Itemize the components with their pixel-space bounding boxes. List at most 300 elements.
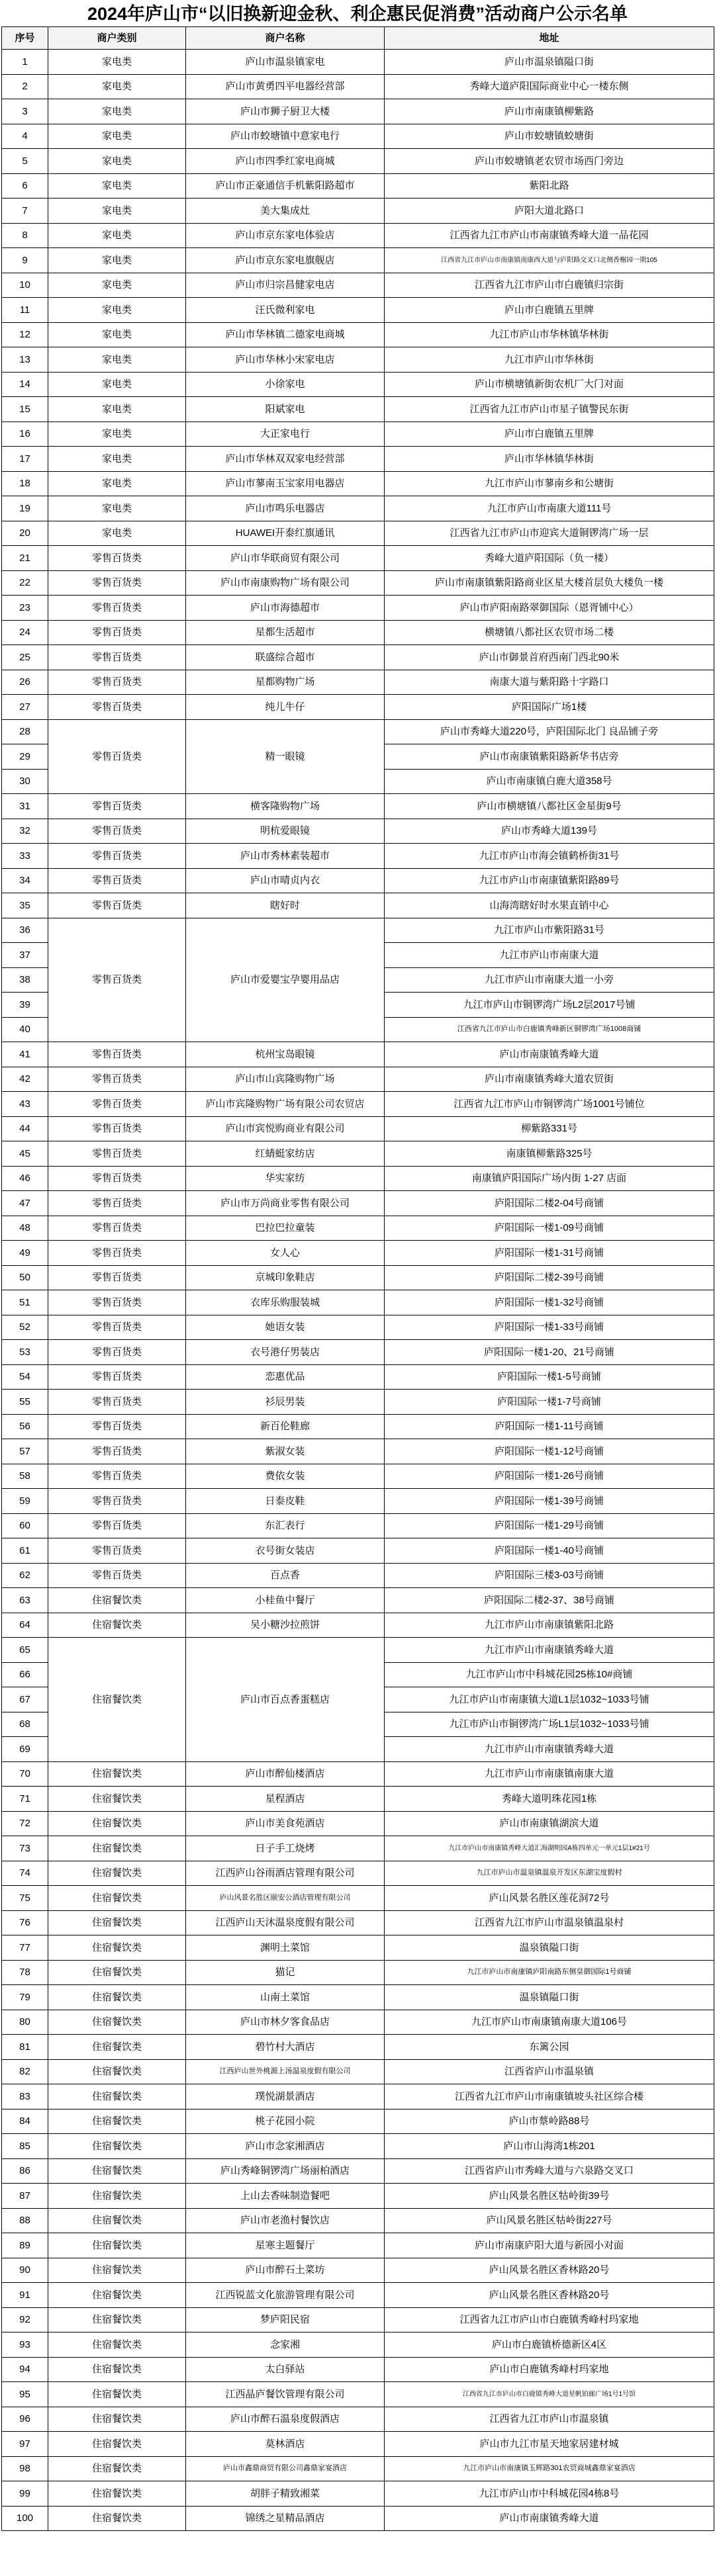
address-cell: 庐阳国际一楼1-7号商铺 bbox=[385, 1390, 714, 1415]
merchant-name-cell: 江西晶庐餐饮管理有限公司 bbox=[186, 2382, 385, 2407]
row-number-cell: 61 bbox=[2, 1538, 48, 1564]
address-cell: 九江市庐山市南康镇南康大道 bbox=[385, 1761, 714, 1787]
category-cell: 零售百货类 bbox=[48, 1290, 186, 1315]
address-cell: 九江市庐山市铜锣湾广场L1层1032~1033号铺 bbox=[385, 1712, 714, 1737]
table-row bbox=[2, 1216, 714, 1241]
address-cell: 江西省九江市庐山市白鹿镇秀峰新区铜锣湾广场1008商铺 bbox=[385, 1017, 714, 1042]
category-cell: 家电类 bbox=[48, 496, 186, 521]
row-number-cell: 12 bbox=[2, 322, 48, 347]
row-number-cell: 9 bbox=[2, 248, 48, 273]
table-row bbox=[2, 1315, 714, 1340]
address-cell: 江西省九江市庐山市白鹿镇秀峰村玛家地 bbox=[385, 2307, 714, 2332]
row-number-cell: 74 bbox=[2, 1861, 48, 1886]
category-cell: 住宿餐饮类 bbox=[48, 2357, 186, 2382]
table-row bbox=[2, 1414, 714, 1439]
table-row bbox=[2, 1588, 714, 1613]
merchant-name-cell: 庐山市正豪通信手机紫阳路超市 bbox=[186, 173, 385, 199]
category-cell: 零售百货类 bbox=[48, 570, 186, 596]
merchant-name-cell: 庐山市蛟塘镇中意家电行 bbox=[186, 124, 385, 149]
table-row bbox=[2, 1787, 714, 1812]
table-row bbox=[2, 521, 714, 546]
merchant-name-cell: 庐山市黄勇四平电器经营部 bbox=[186, 74, 385, 99]
address-cell: 庐山市南康镇柳紫路 bbox=[385, 99, 714, 124]
category-cell: 家电类 bbox=[48, 124, 186, 149]
address-cell: 江西省庐山市秀峰大道与六泉路交叉口 bbox=[385, 2158, 714, 2184]
row-number-cell: 10 bbox=[2, 273, 48, 298]
address-cell: 山海湾瞎好时水果直销中心 bbox=[385, 893, 714, 918]
row-number-cell: 71 bbox=[2, 1787, 48, 1812]
address-cell: 东篱公园 bbox=[385, 2035, 714, 2060]
merchant-name-cell: 庐山市归宗昌健家电店 bbox=[186, 273, 385, 298]
merchant-name-cell: 星寒主题餐厅 bbox=[186, 2233, 385, 2258]
row-number-cell: 28 bbox=[2, 719, 48, 744]
row-number-cell: 20 bbox=[2, 521, 48, 546]
row-number-cell: 31 bbox=[2, 794, 48, 819]
address-cell: 九江市庐山市南康镇秀峰大道 bbox=[385, 1737, 714, 1762]
address-cell: 庐阳国际三楼3-03号商铺 bbox=[385, 1563, 714, 1588]
table-row bbox=[2, 2059, 714, 2084]
address-cell: 九江市庐山市南康镇南康大道106号 bbox=[385, 2010, 714, 2035]
address-cell: 江西省九江市庐山市南康镇南康西大道与庐阳路交叉口北侧香榭园一期105 bbox=[385, 248, 714, 273]
address-cell: 庐阳国际二楼2-04号商铺 bbox=[385, 1191, 714, 1216]
merchant-name-cell: 庐山市百点香蛋糕店 bbox=[186, 1638, 385, 1762]
table-row bbox=[2, 223, 714, 248]
merchant-name-cell: 庐山市狮子厨卫大楼 bbox=[186, 99, 385, 124]
merchant-table bbox=[1, 26, 714, 2531]
merchant-name-cell: 庐山市温泉镇家电 bbox=[186, 50, 385, 75]
row-number-cell: 39 bbox=[2, 993, 48, 1018]
table-row bbox=[2, 124, 714, 149]
table-row bbox=[2, 918, 714, 943]
category-cell: 零售百货类 bbox=[48, 719, 186, 794]
merchant-name-cell: 江西锐蓝文化旅游管理有限公司 bbox=[186, 2283, 385, 2308]
row-number-cell: 13 bbox=[2, 347, 48, 373]
category-cell: 住宿餐饮类 bbox=[48, 2481, 186, 2507]
row-number-cell: 51 bbox=[2, 1290, 48, 1315]
table-row bbox=[2, 546, 714, 571]
address-cell: 江西省九江市庐山市白鹿镇归宗街 bbox=[385, 273, 714, 298]
address-cell: 九江市庐山市南康大道111号 bbox=[385, 496, 714, 521]
merchant-name-cell: 紫淑女装 bbox=[186, 1439, 385, 1464]
address-cell: 九江市庐山市南康镇庐阳南路东侧皇御国际1号商铺 bbox=[385, 1960, 714, 1985]
address-cell: 庐山市蛟塘镇老农贸市场西门旁边 bbox=[385, 149, 714, 174]
table-row bbox=[2, 1265, 714, 1290]
table-row bbox=[2, 1390, 714, 1415]
address-cell: 江西省九江市庐山市南康镇秀峰大道一品花园 bbox=[385, 223, 714, 248]
category-cell: 住宿餐饮类 bbox=[48, 2059, 186, 2084]
row-number-cell: 49 bbox=[2, 1241, 48, 1266]
address-cell: 庐阳国际一楼1-39号商铺 bbox=[385, 1489, 714, 1514]
merchant-name-cell: 胡胖子精致湘菜 bbox=[186, 2481, 385, 2507]
address-cell: 庐山市白鹿镇五里牌 bbox=[385, 298, 714, 323]
merchant-name-cell: 庐山风景名胜区颐安公酒店管理有限公司 bbox=[186, 1886, 385, 1911]
row-number-cell: 54 bbox=[2, 1364, 48, 1390]
category-cell: 住宿餐饮类 bbox=[48, 1861, 186, 1886]
row-number-cell: 95 bbox=[2, 2382, 48, 2407]
merchant-name-cell: 衫辰男装 bbox=[186, 1390, 385, 1415]
row-number-cell: 36 bbox=[2, 918, 48, 943]
address-cell: 庐山市温泉镇隘口街 bbox=[385, 50, 714, 75]
merchant-name-cell: HUAWEI开泰红旗通讯 bbox=[186, 521, 385, 546]
address-cell: 庐山市白鹿镇秀峰村玛家地 bbox=[385, 2357, 714, 2382]
category-cell: 零售百货类 bbox=[48, 1241, 186, 1266]
row-number-cell: 23 bbox=[2, 596, 48, 621]
category-cell: 住宿餐饮类 bbox=[48, 2407, 186, 2432]
category-cell: 住宿餐饮类 bbox=[48, 2307, 186, 2332]
address-cell: 庐阳国际一楼1-26号商铺 bbox=[385, 1464, 714, 1489]
address-cell: 庐阳国际一楼1-29号商铺 bbox=[385, 1513, 714, 1538]
address-cell: 九江市庐山市温泉镇温泉开发区东湖宝度假村 bbox=[385, 1861, 714, 1886]
table-row bbox=[2, 1985, 714, 2010]
category-cell: 住宿餐饮类 bbox=[48, 2134, 186, 2159]
table-row bbox=[2, 2382, 714, 2407]
table-row bbox=[2, 2407, 714, 2432]
category-cell: 住宿餐饮类 bbox=[48, 2010, 186, 2035]
row-number-cell: 68 bbox=[2, 1712, 48, 1737]
address-cell: 温泉镇隘口街 bbox=[385, 1985, 714, 2010]
address-cell: 庐阳国际一楼1-11号商铺 bbox=[385, 1414, 714, 1439]
category-cell: 零售百货类 bbox=[48, 1166, 186, 1191]
table-row bbox=[2, 1340, 714, 1365]
row-number-cell: 78 bbox=[2, 1960, 48, 1985]
table-row bbox=[2, 868, 714, 893]
row-number-cell: 70 bbox=[2, 1761, 48, 1787]
merchant-name-cell: 百点香 bbox=[186, 1563, 385, 1588]
table-row bbox=[2, 1116, 714, 1141]
row-number-cell: 42 bbox=[2, 1067, 48, 1092]
category-cell: 零售百货类 bbox=[48, 670, 186, 695]
row-number-cell: 66 bbox=[2, 1662, 48, 1687]
row-number-cell: 34 bbox=[2, 868, 48, 893]
row-number-cell: 24 bbox=[2, 620, 48, 645]
category-cell: 零售百货类 bbox=[48, 1340, 186, 1365]
merchant-name-cell: 明杭爱眼镜 bbox=[186, 819, 385, 844]
row-number-cell: 100 bbox=[2, 2506, 48, 2531]
address-cell: 庐山风景名胜区牯岭街227号 bbox=[385, 2208, 714, 2233]
table-row bbox=[2, 1960, 714, 1985]
address-cell: 江西省九江市庐山市铜锣湾广场1001号铺位 bbox=[385, 1092, 714, 1117]
merchant-name-cell: 日泰皮鞋 bbox=[186, 1489, 385, 1514]
address-cell: 庐山市南康镇秀峰大道农贸街 bbox=[385, 1067, 714, 1092]
address-cell: 庐阳国际广场1楼 bbox=[385, 695, 714, 720]
table-row bbox=[2, 1886, 714, 1911]
row-number-cell: 69 bbox=[2, 1737, 48, 1762]
table-row bbox=[2, 844, 714, 869]
table-row bbox=[2, 2432, 714, 2457]
category-cell: 住宿餐饮类 bbox=[48, 2283, 186, 2308]
table-row bbox=[2, 248, 714, 273]
address-cell: 秀峰大道庐阳国际（负一楼） bbox=[385, 546, 714, 571]
category-cell: 家电类 bbox=[48, 273, 186, 298]
table-row bbox=[2, 2456, 714, 2481]
table-row bbox=[2, 2258, 714, 2283]
table-row bbox=[2, 397, 714, 422]
category-cell: 零售百货类 bbox=[48, 844, 186, 869]
category-cell: 住宿餐饮类 bbox=[48, 1638, 186, 1762]
merchant-name-cell: 庐山市醉石土菜坊 bbox=[186, 2258, 385, 2283]
address-cell: 庐山市南康镇紫阳路商业区星大楼首层负大楼负一楼 bbox=[385, 570, 714, 596]
category-cell: 住宿餐饮类 bbox=[48, 2233, 186, 2258]
address-cell: 庐阳国际一楼1-5号商铺 bbox=[385, 1364, 714, 1390]
row-number-cell: 52 bbox=[2, 1315, 48, 1340]
category-cell: 零售百货类 bbox=[48, 1464, 186, 1489]
row-number-cell: 15 bbox=[2, 397, 48, 422]
category-cell: 家电类 bbox=[48, 248, 186, 273]
address-cell: 九江市庐山市华林街 bbox=[385, 347, 714, 373]
category-cell: 零售百货类 bbox=[48, 1513, 186, 1538]
merchant-name-cell: 星都购物广场 bbox=[186, 670, 385, 695]
category-cell: 住宿餐饮类 bbox=[48, 2109, 186, 2134]
row-number-cell: 19 bbox=[2, 496, 48, 521]
merchant-name-cell: 江西庐山天沐温泉度假有限公司 bbox=[186, 1910, 385, 1935]
merchant-name-cell: 桃子花园小院 bbox=[186, 2109, 385, 2134]
category-cell: 住宿餐饮类 bbox=[48, 2258, 186, 2283]
row-number-cell: 11 bbox=[2, 298, 48, 323]
category-cell: 零售百货类 bbox=[48, 1067, 186, 1092]
category-cell: 家电类 bbox=[48, 372, 186, 397]
table-row bbox=[2, 298, 714, 323]
category-cell: 零售百货类 bbox=[48, 1414, 186, 1439]
merchant-name-cell: 衣库乐购服装城 bbox=[186, 1290, 385, 1315]
row-number-cell: 62 bbox=[2, 1563, 48, 1588]
table-row bbox=[2, 1042, 714, 1067]
row-number-cell: 82 bbox=[2, 2059, 48, 2084]
category-cell: 住宿餐饮类 bbox=[48, 2382, 186, 2407]
row-number-cell: 32 bbox=[2, 819, 48, 844]
table-row bbox=[2, 173, 714, 199]
address-cell: 庐山市南康镇秀峰大道 bbox=[385, 1042, 714, 1067]
table-row bbox=[2, 645, 714, 670]
category-cell: 住宿餐饮类 bbox=[48, 2158, 186, 2184]
table-row bbox=[2, 2035, 714, 2060]
merchant-name-cell: 女人心 bbox=[186, 1241, 385, 1266]
address-cell: 庐阳国际一楼1-09号商铺 bbox=[385, 1216, 714, 1241]
row-number-cell: 53 bbox=[2, 1340, 48, 1365]
category-cell: 零售百货类 bbox=[48, 1563, 186, 1588]
merchant-name-cell: 庐山市华林镇二德家电商城 bbox=[186, 322, 385, 347]
category-cell: 零售百货类 bbox=[48, 1042, 186, 1067]
row-number-cell: 99 bbox=[2, 2481, 48, 2507]
merchant-name-cell: 东汇表行 bbox=[186, 1513, 385, 1538]
address-cell: 江西省庐山市温泉镇 bbox=[385, 2059, 714, 2084]
merchant-name-cell: 恋惠优品 bbox=[186, 1364, 385, 1390]
address-cell: 九江市庐山市紫阳路31号 bbox=[385, 918, 714, 943]
category-cell: 零售百货类 bbox=[48, 1092, 186, 1117]
merchant-name-cell: 庐山市醉仙楼酒店 bbox=[186, 1761, 385, 1787]
category-cell: 住宿餐饮类 bbox=[48, 1960, 186, 1985]
merchant-name-cell: 梦庐阳民宿 bbox=[186, 2307, 385, 2332]
row-number-cell: 16 bbox=[2, 422, 48, 447]
row-number-cell: 17 bbox=[2, 447, 48, 472]
address-cell: 庐山市蛟塘镇蛟塘街 bbox=[385, 124, 714, 149]
address-cell: 九江市庐山市南康镇秀峰大道 bbox=[385, 1638, 714, 1663]
table-row bbox=[2, 50, 714, 75]
address-cell: 庐山市秀峰大道220号，庐阳国际北门 良品铺子旁 bbox=[385, 719, 714, 744]
merchant-name-cell: 费依女装 bbox=[186, 1464, 385, 1489]
table-row bbox=[2, 347, 714, 373]
merchant-name-cell: 庐山市华联商贸有限公司 bbox=[186, 546, 385, 571]
address-cell: 九江市庐山市南康镇玉辉路301农贸商城鑫鼎家宴酒店 bbox=[385, 2456, 714, 2481]
category-cell: 零售百货类 bbox=[48, 596, 186, 621]
address-cell: 秀峰大道庐阳国际商业中心一楼东侧 bbox=[385, 74, 714, 99]
table-row bbox=[2, 1489, 714, 1514]
address-cell: 庐阳国际一楼1-33号商铺 bbox=[385, 1315, 714, 1340]
table-row bbox=[2, 2332, 714, 2358]
row-number-cell: 85 bbox=[2, 2134, 48, 2159]
address-cell: 江西省九江市庐山市迎宾大道铜锣湾广场一层 bbox=[385, 521, 714, 546]
category-cell: 家电类 bbox=[48, 447, 186, 472]
row-number-cell: 50 bbox=[2, 1265, 48, 1290]
row-number-cell: 77 bbox=[2, 1935, 48, 1961]
row-number-cell: 29 bbox=[2, 744, 48, 770]
address-cell: 温泉镇隘口街 bbox=[385, 1935, 714, 1961]
category-cell: 住宿餐饮类 bbox=[48, 2035, 186, 2060]
merchant-name-cell: 上山去香味制造餐吧 bbox=[186, 2184, 385, 2209]
category-cell: 零售百货类 bbox=[48, 620, 186, 645]
category-cell: 住宿餐饮类 bbox=[48, 2208, 186, 2233]
merchant-name-cell: 庐山市京东家电旗舰店 bbox=[186, 248, 385, 273]
category-cell: 家电类 bbox=[48, 199, 186, 224]
row-number-cell: 60 bbox=[2, 1513, 48, 1538]
address-cell: 九江市庐山市中科城花园4栋8号 bbox=[385, 2481, 714, 2507]
address-cell: 庐山市南康庐阳大道与新园小对面 bbox=[385, 2233, 714, 2258]
merchant-name-cell: 庐山市蓼南玉宝家用电器店 bbox=[186, 471, 385, 496]
table-row bbox=[2, 422, 714, 447]
merchant-name-cell: 渊明土菜馆 bbox=[186, 1935, 385, 1961]
merchant-name-cell: 庐山市念家湘酒店 bbox=[186, 2134, 385, 2159]
address-cell: 庐山市华林镇华林街 bbox=[385, 447, 714, 472]
row-number-cell: 21 bbox=[2, 546, 48, 571]
merchant-name-cell: 碧竹村大酒店 bbox=[186, 2035, 385, 2060]
row-number-cell: 90 bbox=[2, 2258, 48, 2283]
address-cell: 江西省九江市庐山市温泉镇 bbox=[385, 2407, 714, 2432]
row-number-cell: 83 bbox=[2, 2084, 48, 2110]
merchant-name-cell: 庐山市山宾隆购物广场 bbox=[186, 1067, 385, 1092]
merchant-name-cell: 她语女装 bbox=[186, 1315, 385, 1340]
merchant-name-cell: 庐山市鑫鼎商贸有限公司鑫鼎家宴酒店 bbox=[186, 2456, 385, 2481]
category-cell: 零售百货类 bbox=[48, 645, 186, 670]
address-cell: 紫阳北路 bbox=[385, 173, 714, 199]
row-number-cell: 58 bbox=[2, 1464, 48, 1489]
merchant-name-cell: 庐山市四季红家电商城 bbox=[186, 149, 385, 174]
row-number-cell: 38 bbox=[2, 967, 48, 993]
page-title: 2024年庐山市“以旧换新迎金秋、利企惠民促消费”活动商户公示名单 bbox=[87, 4, 628, 24]
row-number-cell: 7 bbox=[2, 199, 48, 224]
row-number-cell: 30 bbox=[2, 769, 48, 794]
row-number-cell: 79 bbox=[2, 1985, 48, 2010]
merchant-name-cell: 纯儿牛仔 bbox=[186, 695, 385, 720]
address-cell: 庐山风景名胜区香林路20号 bbox=[385, 2283, 714, 2308]
row-number-cell: 75 bbox=[2, 1886, 48, 1911]
category-cell: 住宿餐饮类 bbox=[48, 1787, 186, 1812]
header-merchant-name: 商户名称 bbox=[186, 27, 385, 50]
table-row bbox=[2, 1613, 714, 1638]
row-number-cell: 1 bbox=[2, 50, 48, 75]
table-row bbox=[2, 471, 714, 496]
row-number-cell: 2 bbox=[2, 74, 48, 99]
row-number-cell: 45 bbox=[2, 1141, 48, 1167]
table-row bbox=[2, 1910, 714, 1935]
header-address: 地址 bbox=[385, 27, 714, 50]
category-cell: 住宿餐饮类 bbox=[48, 1588, 186, 1613]
table-row bbox=[2, 1439, 714, 1464]
table-row bbox=[2, 570, 714, 596]
merchant-name-cell: 联盛综合超市 bbox=[186, 645, 385, 670]
row-number-cell: 94 bbox=[2, 2357, 48, 2382]
category-cell: 家电类 bbox=[48, 521, 186, 546]
merchant-name-cell: 瞎好时 bbox=[186, 893, 385, 918]
category-cell: 住宿餐饮类 bbox=[48, 1811, 186, 1836]
row-number-cell: 84 bbox=[2, 2109, 48, 2134]
table-row bbox=[2, 1935, 714, 1961]
table-row bbox=[2, 2357, 714, 2382]
table-row bbox=[2, 2208, 714, 2233]
merchant-name-cell: 庐山市华林小宋家电店 bbox=[186, 347, 385, 373]
table-row bbox=[2, 2283, 714, 2308]
header-no: 序号 bbox=[2, 27, 48, 50]
category-cell: 零售百货类 bbox=[48, 695, 186, 720]
row-number-cell: 6 bbox=[2, 173, 48, 199]
merchant-name-cell: 阳斌家电 bbox=[186, 397, 385, 422]
address-cell: 柳紫路331号 bbox=[385, 1116, 714, 1141]
address-cell: 庐山风景名胜区香林路20号 bbox=[385, 2258, 714, 2283]
category-cell: 零售百货类 bbox=[48, 918, 186, 1042]
table-row bbox=[2, 322, 714, 347]
row-number-cell: 4 bbox=[2, 124, 48, 149]
address-cell: 庐山市南康镇湖滨大道 bbox=[385, 1811, 714, 1836]
merchant-name-cell: 庐山市京东家电体验店 bbox=[186, 223, 385, 248]
row-number-cell: 93 bbox=[2, 2332, 48, 2358]
table-row bbox=[2, 1141, 714, 1167]
category-cell: 住宿餐饮类 bbox=[48, 1613, 186, 1638]
category-cell: 家电类 bbox=[48, 322, 186, 347]
row-number-cell: 22 bbox=[2, 570, 48, 596]
row-number-cell: 89 bbox=[2, 2233, 48, 2258]
category-cell: 零售百货类 bbox=[48, 1116, 186, 1141]
address-cell: 庐山市横塘镇八都社区金星街9号 bbox=[385, 794, 714, 819]
merchant-name-cell: 猫记 bbox=[186, 1960, 385, 1985]
table-row bbox=[2, 1364, 714, 1390]
merchant-name-cell: 京城印象鞋店 bbox=[186, 1265, 385, 1290]
row-number-cell: 25 bbox=[2, 645, 48, 670]
row-number-cell: 3 bbox=[2, 99, 48, 124]
merchant-name-cell: 新百伦鞋廊 bbox=[186, 1414, 385, 1439]
row-number-cell: 59 bbox=[2, 1489, 48, 1514]
category-cell: 住宿餐饮类 bbox=[48, 2432, 186, 2457]
merchant-name-cell: 星程酒店 bbox=[186, 1787, 385, 1812]
merchant-name-cell: 庐山市爱婴宝孕婴用品店 bbox=[186, 918, 385, 1042]
table-row bbox=[2, 719, 714, 744]
category-cell: 住宿餐饮类 bbox=[48, 2084, 186, 2110]
row-number-cell: 40 bbox=[2, 1017, 48, 1042]
row-number-cell: 98 bbox=[2, 2456, 48, 2481]
merchant-name-cell: 江西庐山谷雨酒店管理有限公司 bbox=[186, 1861, 385, 1886]
address-cell: 九江市庐山市南康镇秀峰大道汇海湖明园A栋四单元一单元1层1#21号 bbox=[385, 1836, 714, 1861]
merchant-name-cell: 大正家电行 bbox=[186, 422, 385, 447]
address-cell: 江西省九江市庐山市星子镇警民东街 bbox=[385, 397, 714, 422]
row-number-cell: 56 bbox=[2, 1414, 48, 1439]
address-cell: 庐山市蔡岭路88号 bbox=[385, 2109, 714, 2134]
merchant-name-cell: 江西庐山世外桃源上汤温泉度假有限公司 bbox=[186, 2059, 385, 2084]
merchant-name-cell: 精一眼镜 bbox=[186, 719, 385, 794]
category-cell: 零售百货类 bbox=[48, 1315, 186, 1340]
address-cell: 九江市庐山市华林镇华林街 bbox=[385, 322, 714, 347]
address-cell: 南康镇庐阳国际广场内街 1-27 店面 bbox=[385, 1166, 714, 1191]
table-row bbox=[2, 794, 714, 819]
address-cell: 庐山市九江市星天地家居建材城 bbox=[385, 2432, 714, 2457]
address-cell: 九江市庐山市南康镇紫阳北路 bbox=[385, 1613, 714, 1638]
table-row bbox=[2, 2307, 714, 2332]
